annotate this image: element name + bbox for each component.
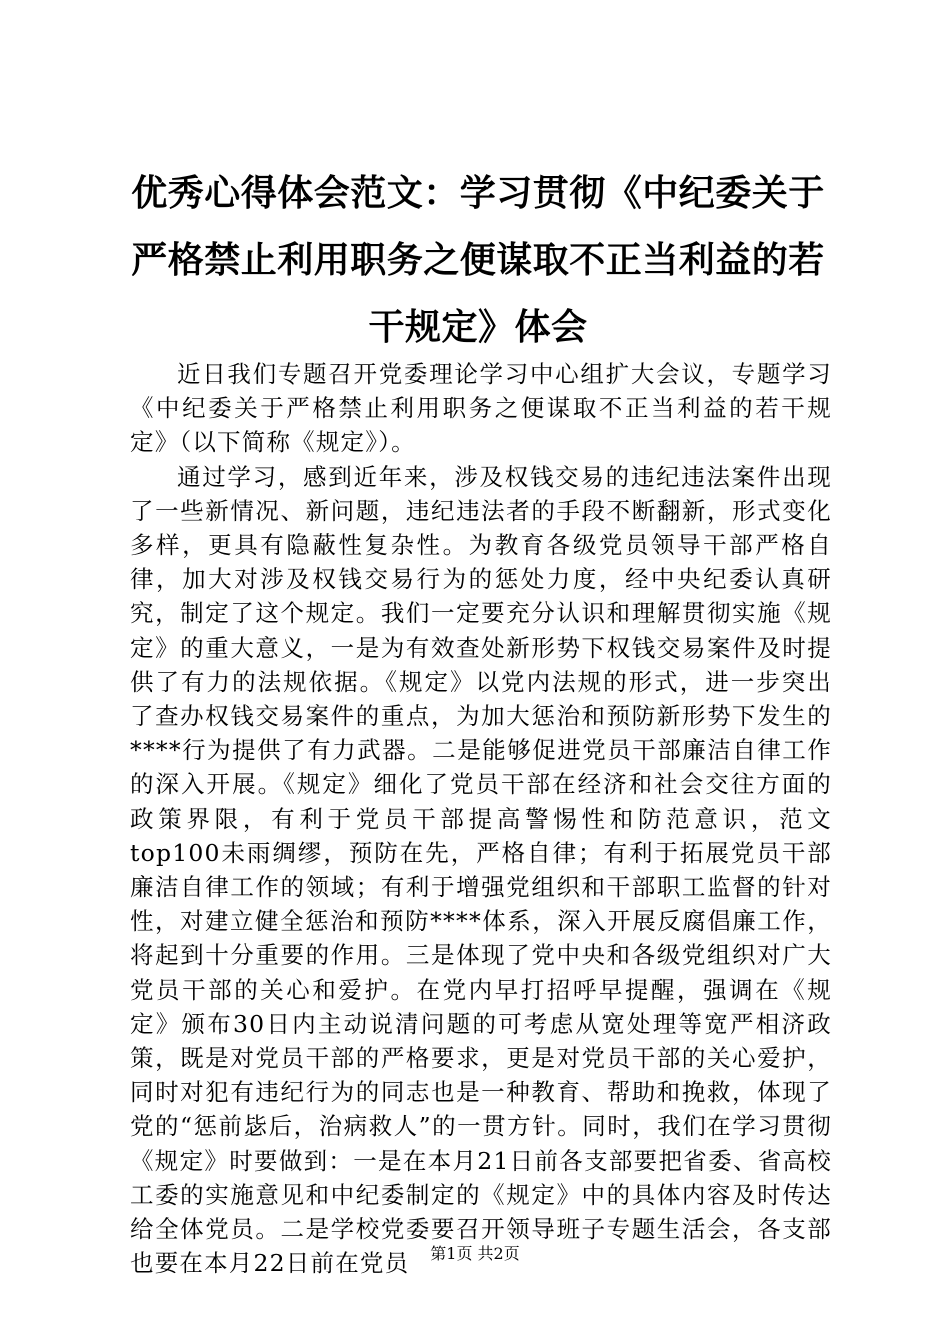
- paragraph-intro: 近日我们专题召开党委理论学习中心组扩大会议，专题学习《中纪委关于严格禁止利用职务之便谋取不正当利益的若干规定》（以下简称《规定》）。: [130, 360, 832, 457]
- document-title: 优秀心得体会范文：学习贯彻《中纪委关于严格禁止利用职务之便谋取不正当利益的若干规定》体会: [131, 173, 825, 348]
- paragraph-main: 通过学习，感到近年来，涉及权钱交易的违纪违法案件出现了一些新情况、新问题，违纪违法者的手段不断翻新，形式变化多样，更具有隐蔽性复杂性。为教育各级党员领导干部严格自律，加大对涉及权钱交易行为的惩处力度，经中央纪委认真研究，制定了这个规定。我们一定要充分认识和理解贯彻实施《规定》的重大意义，一是为有效查处新形势下权钱交易案件及时提供了有力的法规依据。《规定》以党内法规的形式，进一步突出了查办权钱交易案件的重点，为加大惩治和预防新形势下发生的****行为提供了有力武器。二是能够促进党员干部廉洁自律工作的深入开展。《规定》细化了党员干部在经济和社会交往方面的政策界限，有利于党员干部提高警惕性和防范意识，范文top100未雨绸缪，预防在先，严格自律；有利于拓展党员干部廉洁自律工作的领域；有利于增强党组织和干部职工监督的针对性，对建立健全惩治和预防****体系，深入开展反腐倡廉工作，将起到十分重要的作用。三是体现了党中央和各级党组织对广大党员干部的关心和爱护。在党内早打招呼早提醒，强调在《规定》颁布30日内主动说清问题的可考虑从宽处理等宽严相济政策，既是对党员干部的严格要求，更是对党员干部的关心爱护，同时对犯有违纪行为的同志也是一种教育、帮助和挽救，体现了党的“惩前毖后，治病救人”的一贯方针。同时，我们在学习贯彻《规定》时要做到：一是在本月21日前各支部要把省委、省高校工委的实施意见和中纪委制定的《规定》中的具体内容及时传达给全体党员。二是学校党委要召开领导班子专题生活会，各支部也要在本月22日前在党员: [130, 462, 832, 1278]
- page-footer: 第1页 共2页: [430, 1244, 520, 1263]
- document-body: [130, 357, 832, 1280]
